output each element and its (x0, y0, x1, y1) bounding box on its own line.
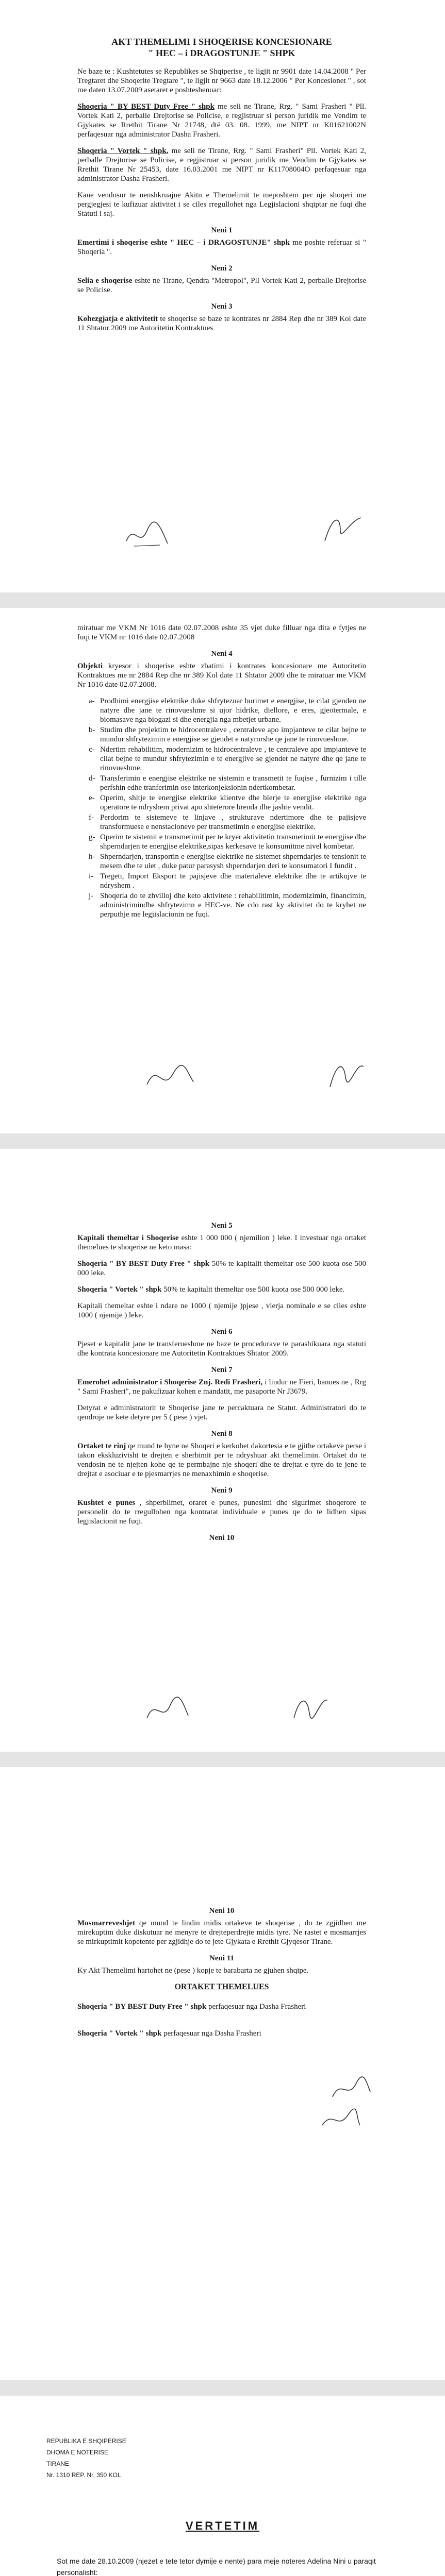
party1-name: Shoqeria " BY BEST Duty Free " shpk (77, 103, 215, 111)
article-10-prefix: Mosmarreveshjet (77, 1919, 136, 1927)
article-5-p1 (77, 1233, 366, 1252)
objectives-list (89, 697, 366, 919)
article-2-rest: eshte ne Tirane, Qendra "Metropol", Pll Vortek Kati 2, perballe Drejtorise se Policise. (77, 277, 366, 294)
signature-mark (320, 510, 366, 546)
article-1-name: eshte " HEC – i DRAGOSTUNJE" shpk (147, 239, 290, 247)
title-line-1: AKT THEMELIMI I SHOQERISE KONCESIONARE (111, 37, 332, 47)
founder-line-1 (77, 2002, 366, 2011)
list-item: a- Prodhimi energjise elektrike duke shfrytezuar burimet e energjise, te cilat gjenden ne natyre dhe jane te rinovueshme si ujor hidrike, diellore, e eres, gjeotermale, e biomasave nga biogazi si dhe energjia nga mbetjet urbane. (89, 697, 366, 724)
header-chamber: DHOMA E NOTERISE (46, 2449, 109, 2456)
party2-text: me seli ne Tirane, Rrg. " Sami Frasheri" Pll. Vortek Kati 2, perballe Drejtorise se Policise, e regjistruar si person juridik me Vendim te Gjykates se Rrethit Tirane Nr 25453, date 16.03.2001 me NIPT nr K11708004O perfaqesuar nga administrator Dasha Frasheri. (77, 147, 366, 183)
article-11-title: Neni 11 (209, 1954, 234, 1962)
article-8-rest: qe mund te hyne ne Shoqeri e kerkohet dakortesia e te gjithe ortakeve perse i takon ekskluzivisht te drejten e sherbimit per te ndryshuar akt themelimin. Ortaket do te vendosin ne te njejten kohe qe te permbajne nje shoqeri dhe te drejtat e tyre do te jene te drejtat e asociuar e te pjesmarrjes ne menaxhimin e shoqerise. (77, 1442, 366, 1478)
founders-title: ORTAKET THEMELUES (174, 1982, 269, 1991)
article-5-p2-rest: 50% te kapitalit themeltar ose 500 kuota ose 500 000 leke. (77, 1260, 366, 1277)
article-5-p3 (77, 1285, 366, 1294)
article-3-text (77, 314, 366, 333)
founder-1-rep: perfaqesuar nga Dasha Frasheri (206, 2003, 306, 2011)
decision-paragraph: Kane vendosur te nenshkruajne Akitn e Themelimit te meposhtem per nje shoqeri me pergjegjesi te kufizuar aktivitet i se ciles rregullohet nga Legjislacioni shqiptar ne fuqi dhe Statuti i saj. (77, 191, 366, 218)
document-page-3 (0, 1149, 445, 1752)
notary-header (46, 2437, 126, 2479)
certificate-title: VERTETIM (185, 2519, 260, 2532)
article-7-p2: Detyrat e administratorit te Shoqerise jane te percaktuara ne Statut. Administratori do te qendroje ne kete detyre per 5 ( pese ) vjet. (77, 1404, 366, 1421)
article-1-prefix: Emertimi i shoqerise (77, 239, 148, 247)
list-item: f- Perdorim te sistemeve te linjave , strukturave ndertimore dhe te pajisjeve transformuese e nenstacioneve per transmetimin e energjise elektrike. (89, 814, 366, 831)
article-6-text: Pjeset e kapitalit jane te transferueshme ne baze te procedurave te parashikuara nga statuti dhe kontrata koncesionare me Autoritetin Kontraktues Shtator 2009. (77, 1340, 366, 1358)
article-2-title: Neni 2 (211, 264, 233, 273)
intro-paragraph: Ne baze te : Kushtetutes se Republikes se Shqiperise , te ligjit nr 9901 date 14.04.2008 " Per Tregtaret dhe Shoqerite Tregtare ", te ligjit nr 9663 date 18.12.2006 " Per Koncesionet " , sot me daten 13.07.2009 asetaret e poshteshenuar: (77, 67, 366, 94)
signature-mark (289, 1690, 330, 1726)
article-8-title: Neni 8 (211, 1430, 233, 1438)
article-4-intro-text: kryesor i shoqerise eshte zbatimi i kontrates koncesionare me Autoritetin Kontraktues me nr 2884 Rep dhe nr 389 Kol date 11 Shtator 2009 dhe te miratuar me VKM Nr 1016 date 02.07.2008. (77, 662, 366, 689)
article-10-rest: qe mund te lindin midis ortakeve te shoqerise , do te zgjidhen me mirekuptim duke diskutuar ne menyre te drejteperdrejte midis tyre. Ne rastet e mosmarrjes se mirkuptimit kopetente per zgjidhje do te jete Gjykata e Rrethit Gjyqesor Tirane. (77, 1919, 366, 1946)
article-10-text (77, 1919, 366, 1946)
article-9-rest: , shperblimet, oraret e punes, punesimi dhe sigurimet shoqerore te personelit do te rregullohen nga kontratat individuale e punes qe do te lidhen sipas legjislacionit ne fuqi. (77, 1499, 366, 1526)
title-line-2: " HEC – i DRAGOSTUNJE " SHPK (148, 48, 295, 58)
party2-name: Shoqeria " Vortek " shpk. (77, 147, 169, 155)
list-item: i- Tregeti, Import Eksport te pajisjeve dhe materialeve elektrike dhe te artikujve te ndryshem . (89, 872, 366, 890)
party1-paragraph (77, 102, 366, 139)
founder-line-2 (77, 2029, 366, 2038)
list-item: d- Transferimin e energjise elektrike ne sistemin e transmetit te fuqise , furnizim i tille perfshin edhe tranferimin ose interkonjeksionin ndertkombetar. (89, 774, 366, 792)
article-4-intro (77, 662, 366, 689)
article-8-prefix: Ortaket te rinj (77, 1442, 126, 1450)
article-5-prefix: Kapitali themeltar i Shoqerise (77, 1234, 179, 1242)
article-5-p1-rest: eshte 1 000 000 ( njemilion ) leke. I investuar nga ortaket themelues te shoqerise ne keto masa: (77, 1234, 366, 1251)
article-2-text (77, 276, 366, 295)
document-page-1 (0, 0, 445, 592)
article-3-prefix: Kohezgjatja e aktivitetit (77, 315, 158, 323)
article-5-p3-name: Shoqeria " Vortek " shpk (77, 1285, 162, 1294)
founder-1-name: Shoqeria " BY BEST Duty Free " shpk (77, 2003, 207, 2011)
page2-top-paragraph: miratuar me VKM Nr 1016 date 02.07.2008 eshte 35 vjet duke filluar nga dita e fytjes ne fuqi te VKM nr 1016 date 02.07.2008 (77, 624, 366, 641)
article-7-rest: i lindur ne Fieri, banues ne , Rrg " Sami Frasheri", ne pakufizuar kohen e mandatit, me pasaporte Nr J3679. (77, 1378, 366, 1396)
document-page-4 (0, 1767, 445, 2380)
page-gap (0, 592, 445, 608)
page-gap (0, 1752, 445, 1767)
page-gap (0, 2380, 445, 2396)
list-item: c- Ndertim rehabilitim, modernizim te hidrocentraleve , te centraleve apo impjanteve te cilat bejne te mundur shfrytezimin e te energjive se gjendet ne natyre dhe qe jane te rinovueshme. (89, 745, 366, 772)
signature-mark (330, 2076, 371, 2102)
article-4-prefix: Objekti (77, 662, 103, 670)
page1-body (77, 67, 366, 340)
signature-mark (124, 520, 170, 551)
page4-body (77, 1901, 366, 2056)
article-3-rest: te shoqerise se baze te kontrates nr 2884 Rep dhe nr 389 Kol date 11 Shtator 2009 me Autoritetin Kontraktues (77, 315, 366, 332)
article-6-title: Neni 6 (211, 1328, 233, 1336)
article-1-text (77, 238, 366, 257)
article-1-rest: me poshte referuar si " Shoqeria ". (77, 239, 366, 256)
page-gap (0, 1133, 445, 1149)
article-9-text (77, 1498, 366, 1526)
document-page-5 (0, 2396, 445, 2576)
page3-body (77, 1216, 366, 1546)
article-9-prefix: Kushtet e punes (77, 1499, 136, 1507)
list-item: j- Shoqeria do te zhvilloj dhe keto aktivitete : rehabilitimin, modernizimin, financimin, administrimindhe shfrytezimn e HEC-ve. Ne cdo rast ky aktivitet do te kryhet ne perputhje me legjislacionin ne fuqi. (89, 892, 366, 919)
article-11-text: Ky Akt Themelimi hartohet ne (pese ) kopje te barabarta ne gjuhen shqipe. (77, 1967, 309, 1975)
article-7-text (77, 1378, 366, 1396)
list-item: e- Operim, shitje te energjise elektrike klientve dhe blerje te energjise elektrike nga operatore te ndryshem privat apo shteterore brenda dhe jashte vendit. (89, 794, 366, 811)
header-republic: REPUBLIKA E SHQIPERISE (46, 2437, 126, 2445)
page2-body (77, 623, 366, 920)
article-7-title: Neni 7 (211, 1366, 233, 1374)
founder-2-name: Shoqeria " Vortek " shpk (77, 2029, 162, 2038)
header-city: TIRANE (46, 2460, 70, 2467)
article-3-title: Neni 3 (211, 302, 233, 311)
article-5-p2 (77, 1259, 366, 1278)
list-item: g- Operim te sistemit e transmetimit per te kryer aktivitetin transmetimit te energjise dhe shperndarjen te energjise elektrike,sipas kerkesave te konsumitme nivel kombetar. (89, 833, 366, 851)
founder-2-rep: perfaqesuar nga Dasha Frasheri (161, 2029, 261, 2038)
list-item: b- Studim dhe projektim te hidrocentraleve , centraleve apo impjanteve te cilat bejne te mundur shfrytezimin e energjise se gjendet e natyrorshe qe jane te rinovueshme. (89, 726, 366, 743)
signature-mark (144, 1695, 191, 1726)
document-page-2 (0, 608, 445, 1133)
article-10-title: Neni 10 (209, 1534, 235, 1542)
article-8-text (77, 1442, 366, 1479)
party1-text: me seli ne Tirane, Rrg. " Sami Frasheri " Pll. Vortek Kati 2, perballe Drejtorise se Policise, e regjistruar si person juridik me Vendim te Gjykates se Rrethit Tirane Nr 21748, dtë 03. 08. 1999, me NIPT nr K01621002N perfaqesuar nga administrator Dasha Frasheri. (77, 103, 366, 139)
header-registry-number: Nr. 1310 REP. Nr. 350 KOL (46, 2471, 121, 2479)
article-7-prefix: Emerohet administrator i Shoqerise Znj. Redi Frasheri, (77, 1378, 263, 1386)
article-4-title: Neni 4 (211, 650, 233, 658)
article-5-p4: Kapitali themeltar eshte i ndare ne 1000 ( njemije )pjese , vlerja nominale e se ciles eshte 1000 ( njemije ) leke. (77, 1302, 366, 1319)
article-10-title: Neni 10 (209, 1907, 235, 1915)
article-1-title: Neni 1 (211, 226, 233, 234)
article-5-p3-rest: 50% te kapitalit themeltar ose 500 kuota ose 500 000 leke. (161, 1285, 345, 1294)
notary-body (57, 2555, 397, 2576)
signature-mark (325, 1056, 366, 1092)
list-item: h- Shperndarjen, transportin e energjise elektrike ne sistemet shperndarjes te tensionit te mesem dhe te ulet , duke patur parasysh shperndarjen deri te konsumatori I fundit . (89, 853, 366, 870)
signature-mark (320, 2107, 361, 2133)
article-9-title: Neni 9 (211, 1486, 233, 1495)
document-title (77, 36, 366, 59)
article-5-title: Neni 5 (211, 1222, 233, 1230)
article-5-p2-name: Shoqeria " BY BEST Duty Free " shpk (77, 1260, 210, 1268)
party2-paragraph (77, 146, 366, 183)
notary-paragraph-1: Sot me date 28.10.2009 (njezet e tete tetor dymije e nente) para meje noteres Adelina Nini u paraqit personalisht: (57, 2557, 376, 2576)
signature-mark (144, 1061, 196, 1092)
article-2-prefix: Selia e shoqerise (77, 277, 133, 285)
